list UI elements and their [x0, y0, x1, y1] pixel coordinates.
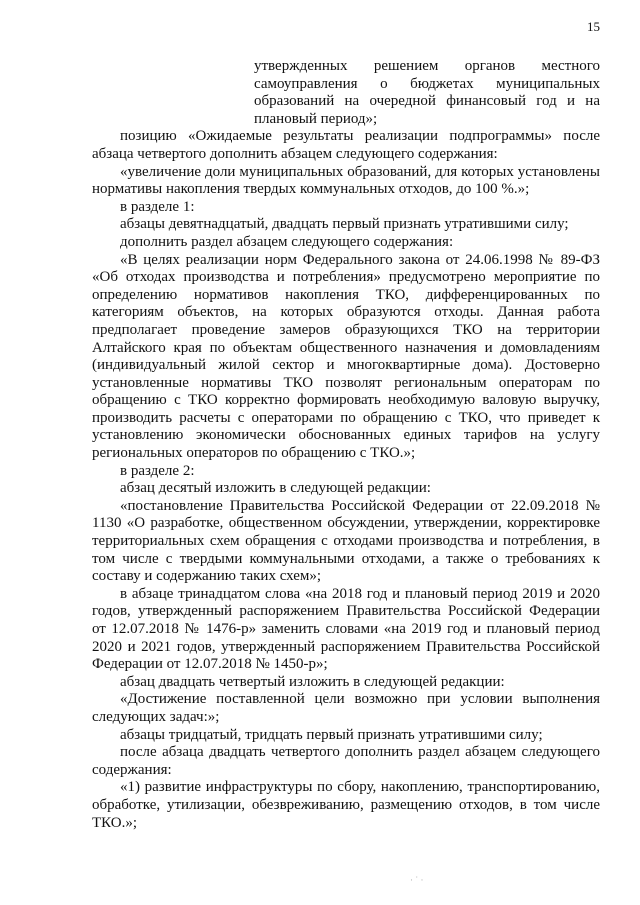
paragraph: в разделе 2:	[120, 462, 195, 479]
document-body	[92, 58, 600, 832]
paragraph: после абзаца двадцать четвертого дополнить раздел абзацем следующего содержания:	[92, 744, 600, 778]
paragraph: «увеличение доли муниципальных образований, для которых установлены нормативы накопления твердых коммунальных отходов, до 100 %.»;	[92, 163, 600, 198]
page-number: 15	[587, 19, 600, 34]
paragraph: в абзаце тринадцатом слова «на 2018 год и плановый период 2019 и 2020 годов, утвержденный распоряжением Правительства Российской Федерации от 12.07.2018 № 1476-р» заменить словами «на 2019 год и плановый период 2020 и 2021 годов, утвержденный распоряжением Правительства Российской Федерации от 12.07.2018 № 1450-р»;	[92, 585, 600, 673]
paragraph: «постановление Правительства Российской Федерации от 22.09.2018 № 1130 «О разработке, общественном обсуждении, утверждении, корректировке территориальных схем обращения с отходами производства и потребления, в том числе с твердыми коммунальными отходами, а также о требованиях к составу и содержанию таких схем»;	[92, 497, 600, 585]
paragraph: дополнить раздел абзацем следующего содержания:	[120, 233, 454, 250]
scan-speck: · ˙ ·	[410, 875, 424, 885]
paragraph: абзац двадцать четвертый изложить в следующей редакции:	[120, 673, 505, 690]
paragraph-quote-continuation: утвержденных решением органов местного самоуправления о бюджетах муниципальных образований на очередной финансовый год и на плановый период»;	[254, 58, 600, 127]
paragraph: «Достижение поставленной цели возможно при условии выполнения следующих задач:»;	[92, 691, 600, 725]
paragraph: позицию «Ожидаемые результаты реализации подпрограммы» после абзаца четвертого дополнить абзацем следующего содержания:	[92, 128, 600, 162]
paragraph: «В целях реализации норм Федерального закона от 24.06.1998 № 89-ФЗ «Об отходах производства и потребления» предусмотрено мероприятие по определению нормативов накопления ТКО, дифференцированных по категориям объектов, на которых образуются отходы. Данная работа предполагает проведение замеров образующихся ТКО на территории Алтайского края по объектам общественного назначения и домовладениям (индивидуальный жилой сектор и многоквартирные дома). Достоверно установленные нормативы ТКО позволят региональным операторам по обращению с ТКО корректно формировать необходимую валовую выручку, производить расчеты с операторами по обращению с ТКО, что приведет к установлению экономически обоснованных единых тарифов на услугу региональных операторов по обращению с ТКО.»;	[92, 251, 600, 462]
paragraph: абзац десятый изложить в следующей редакции:	[120, 480, 431, 497]
paragraph: «1) развитие инфраструктуры по сбору, накоплению, транспортированию, обработке, утилизации, обезвреживанию, размещению отходов, в том числе ТКО.»;	[92, 779, 600, 831]
paragraph: абзацы тридцатый, тридцать первый признать утратившими силу;	[120, 726, 543, 743]
paragraph: абзацы девятнадцатый, двадцать первый признать утратившими силу;	[120, 216, 569, 233]
paragraph: в разделе 1:	[120, 198, 195, 215]
